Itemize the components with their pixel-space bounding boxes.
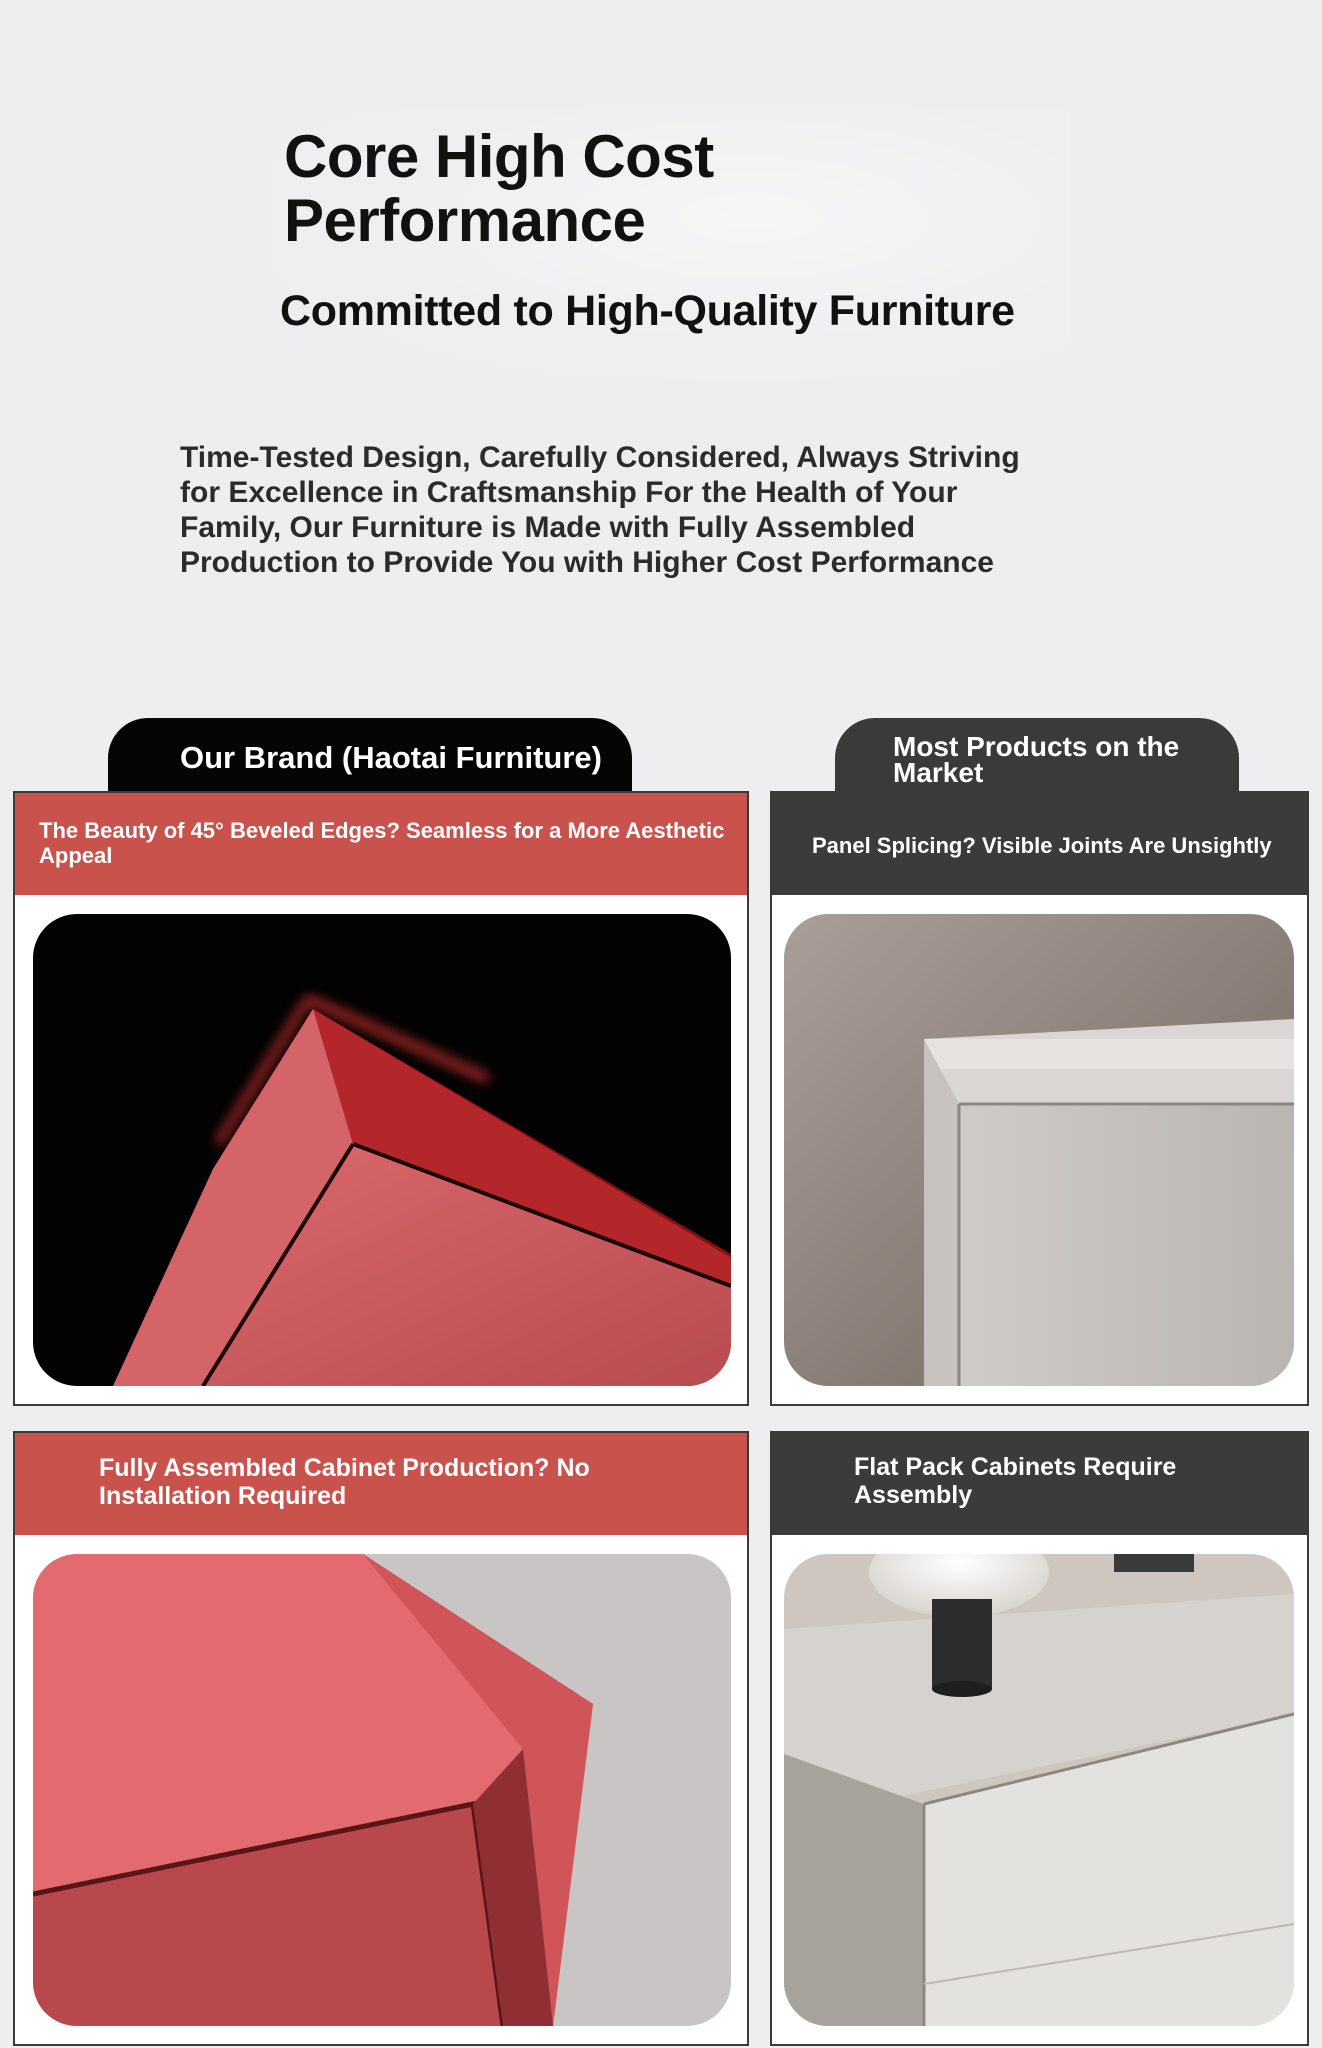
card-caption-bar (772, 1433, 1307, 1535)
card-caption-bar (772, 793, 1307, 895)
card-caption-bar (15, 1433, 747, 1535)
panel-splicing-photo (784, 914, 1294, 1386)
beveled-edge-photo (33, 914, 731, 1386)
card-fully-assembled (13, 1431, 749, 2046)
card-flat-pack (770, 1431, 1309, 2046)
tab-our-brand: Our Brand (Haotai Furniture) (108, 718, 632, 804)
flat-pack-cabinet-photo (784, 1554, 1294, 2026)
card-caption-bar (15, 793, 747, 895)
card-caption: Flat Pack Cabinets Require Assembly (854, 1453, 1177, 1509)
card-caption: Fully Assembled Cabinet Production? No Installation Required (99, 1454, 590, 1510)
page-description: Time-Tested Design, Carefully Considered, Always Striving for Excellence in Craftsmanship For the Health of Your Family, Our Furniture is Made with Fully Assembled Production to Provide You with Higher Cost Performance (180, 441, 1020, 579)
tab-market-products: Most Products on the Market (835, 718, 1239, 804)
page-subtitle: Committed to High-Quality Furniture (280, 287, 1015, 335)
assembled-cabinet-photo (33, 1554, 731, 2026)
card-panel-splicing (770, 791, 1309, 1406)
card-caption: The Beauty of 45° Beveled Edges? Seamless for a More Aesthetic Appeal (39, 818, 725, 868)
page-title: Core High Cost Performance (284, 123, 714, 254)
card-beveled-edges (13, 791, 749, 1406)
card-caption: Panel Splicing? Visible Joints Are Unsightly (812, 833, 1272, 858)
